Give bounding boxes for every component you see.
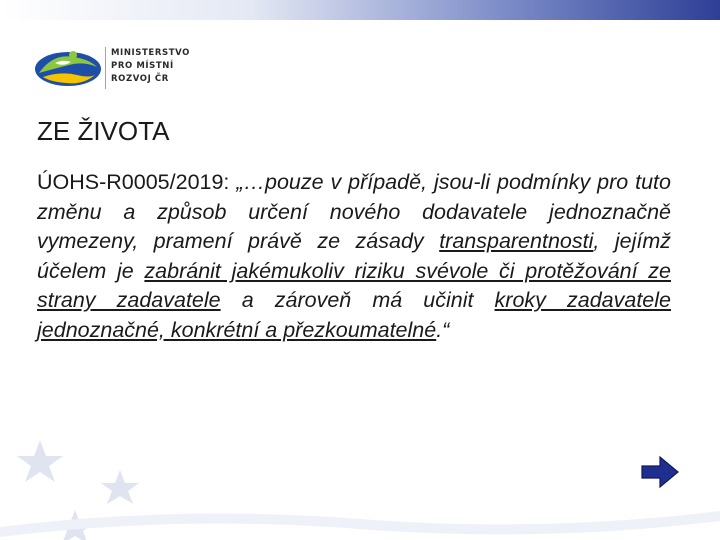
case-reference: ÚOHS-R0005/2019: [37, 170, 237, 194]
quote-term-prevent-risk: zabránit jakémukoliv riziku svévole či protěžování ze strany zadavatele [37, 258, 671, 312]
quote-text-principle: , pramení právě ze zásady [132, 229, 440, 253]
quote-text-purpose: , jejímž účelem je [37, 229, 671, 283]
arrow-right-icon[interactable] [640, 455, 680, 489]
quote-text-and: a zároveň má učinit [220, 288, 495, 312]
ministry-name-line2: PRO MÍSTNÍ [111, 61, 174, 71]
ministry-logo [33, 43, 213, 93]
logo-divider [105, 47, 106, 89]
quote-text-conditions: podmínky pro tuto změnu a způsob určení nového dodavatele jednoznačně vymezeny [37, 170, 671, 253]
background-stars-decoration [0, 420, 720, 540]
quote-paragraph [37, 168, 671, 345]
quote-text-intro: „…pouze v případě, jsou-li [236, 170, 498, 194]
ministry-name-line1: MINISTERSTVO [111, 48, 190, 58]
quote-term-steps: kroky zadavatele jednoznačné, konkrétní a přezkoumatelné [37, 288, 671, 342]
slide-title: ZE ŽIVOTA [37, 116, 170, 146]
header-gradient-band [0, 0, 720, 20]
ministry-name-line3: ROZVOJ ČR [111, 74, 169, 84]
quote-term-transparency: transparentnosti [439, 229, 594, 253]
quote-text-end: .“ [436, 317, 450, 342]
ministry-logo-mark [33, 47, 103, 89]
ministry-name [111, 47, 190, 86]
